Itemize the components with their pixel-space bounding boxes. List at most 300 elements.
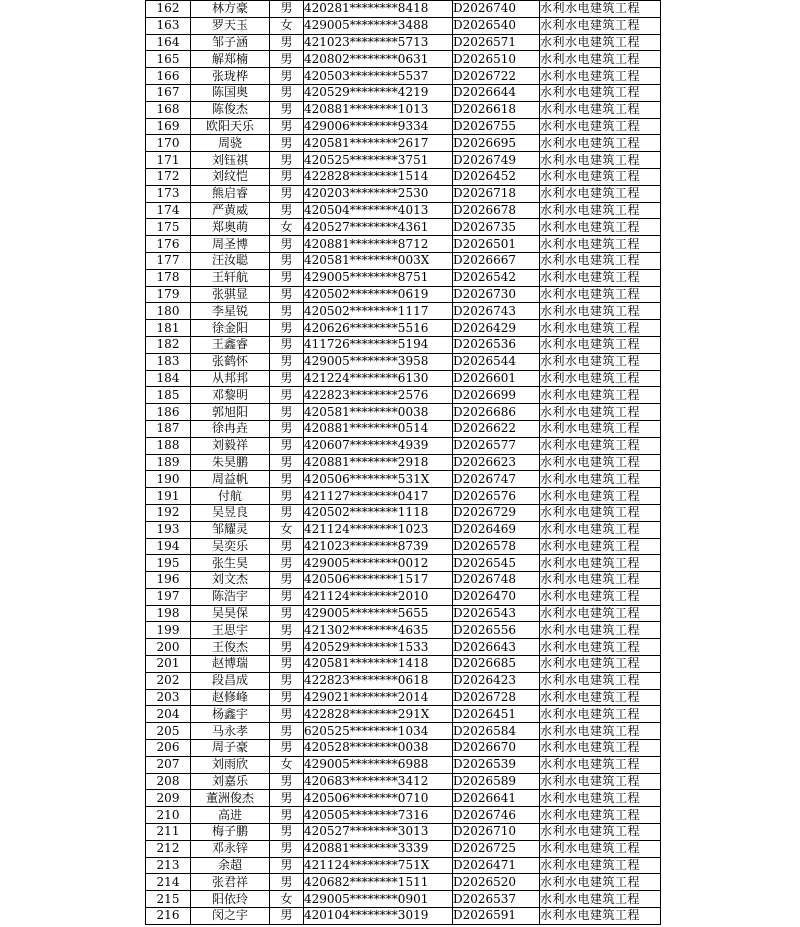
major-cell: 水利水电建筑工程 [540,824,661,841]
id-number-cell: 420504********4013 [304,202,453,219]
major-cell: 水利水电建筑工程 [540,605,661,622]
gender-cell: 男 [270,404,304,421]
table-row [146,51,661,68]
serial-number-cell: 196 [146,572,191,589]
exam-number-cell: D2026699 [453,387,540,404]
gender-cell: 男 [270,857,304,874]
major-cell: 水利水电建筑工程 [540,68,661,85]
student-name-cell: 林方豪 [191,1,270,18]
gender-cell: 男 [270,538,304,555]
major-cell: 水利水电建筑工程 [540,17,661,34]
major-cell: 水利水电建筑工程 [540,437,661,454]
table-row [146,236,661,253]
table-row [146,740,661,757]
student-name-cell: 周圣博 [191,236,270,253]
id-number-cell: 421127********0417 [304,488,453,505]
gender-cell: 男 [270,202,304,219]
exam-number-cell: D2026729 [453,504,540,521]
exam-number-cell: D2026601 [453,370,540,387]
serial-number-cell: 197 [146,588,191,605]
student-name-cell: 徐冉垚 [191,420,270,437]
id-number-cell: 420505********7316 [304,807,453,824]
student-name-cell: 张生昊 [191,555,270,572]
id-number-cell: 420527********3013 [304,824,453,841]
admission-roster-table [145,0,661,925]
exam-number-cell: D2026451 [453,706,540,723]
table-row [146,454,661,471]
major-cell: 水利水电建筑工程 [540,908,661,925]
id-number-cell: 420881********0514 [304,420,453,437]
major-cell: 水利水电建筑工程 [540,622,661,639]
id-number-cell: 429005********3958 [304,353,453,370]
serial-number-cell: 165 [146,51,191,68]
table-row [146,269,661,286]
table-row [146,84,661,101]
table-row [146,320,661,337]
student-name-cell: 徐金阳 [191,320,270,337]
exam-number-cell: D2026471 [453,857,540,874]
gender-cell: 男 [270,874,304,891]
exam-number-cell: D2026725 [453,840,540,857]
id-number-cell: 420626********5516 [304,320,453,337]
major-cell: 水利水电建筑工程 [540,202,661,219]
serial-number-cell: 177 [146,252,191,269]
major-cell: 水利水电建筑工程 [540,639,661,656]
exam-number-cell: D2026710 [453,824,540,841]
gender-cell: 男 [270,185,304,202]
student-name-cell: 吴昊保 [191,605,270,622]
table-row [146,723,661,740]
major-cell: 水利水电建筑工程 [540,34,661,51]
table-row [146,807,661,824]
student-name-cell: 董洲俊杰 [191,790,270,807]
major-cell: 水利水电建筑工程 [540,790,661,807]
id-number-cell: 411726********5194 [304,336,453,353]
major-cell: 水利水电建筑工程 [540,336,661,353]
exam-number-cell: D2026747 [453,471,540,488]
gender-cell: 男 [270,622,304,639]
gender-cell: 男 [270,101,304,118]
major-cell: 水利水电建筑工程 [540,555,661,572]
major-cell: 水利水电建筑工程 [540,219,661,236]
student-name-cell: 刘文杰 [191,572,270,589]
id-number-cell: 420682********1511 [304,874,453,891]
exam-number-cell: D2026643 [453,639,540,656]
major-cell: 水利水电建筑工程 [540,236,661,253]
student-name-cell: 张君祥 [191,874,270,891]
id-number-cell: 420581********0038 [304,404,453,421]
exam-number-cell: D2026452 [453,168,540,185]
id-number-cell: 421124********751X [304,857,453,874]
major-cell: 水利水电建筑工程 [540,303,661,320]
exam-number-cell: D2026623 [453,454,540,471]
gender-cell: 女 [270,891,304,908]
table-row [146,857,661,874]
major-cell: 水利水电建筑工程 [540,538,661,555]
gender-cell: 男 [270,555,304,572]
id-number-cell: 420502********0619 [304,286,453,303]
exam-number-cell: D2026740 [453,1,540,18]
student-name-cell: 解郑楠 [191,51,270,68]
table-row [146,521,661,538]
major-cell: 水利水电建筑工程 [540,521,661,538]
table-row [146,488,661,505]
exam-number-cell: D2026722 [453,68,540,85]
exam-number-cell: D2026749 [453,152,540,169]
serial-number-cell: 195 [146,555,191,572]
serial-number-cell: 216 [146,908,191,925]
student-name-cell: 陈国奥 [191,84,270,101]
major-cell: 水利水电建筑工程 [540,857,661,874]
gender-cell: 男 [270,689,304,706]
gender-cell: 男 [270,824,304,841]
serial-number-cell: 175 [146,219,191,236]
id-number-cell: 420881********3339 [304,840,453,857]
student-name-cell: 刘钰祺 [191,152,270,169]
exam-number-cell: D2026644 [453,84,540,101]
serial-number-cell: 212 [146,840,191,857]
id-number-cell: 420203********2530 [304,185,453,202]
exam-number-cell: D2026755 [453,118,540,135]
table-row [146,219,661,236]
exam-number-cell: D2026429 [453,320,540,337]
table-row [146,538,661,555]
gender-cell: 女 [270,521,304,538]
table-row [146,152,661,169]
id-number-cell: 421224********6130 [304,370,453,387]
student-name-cell: 王轩航 [191,269,270,286]
id-number-cell: 420506********1517 [304,572,453,589]
table-row [146,168,661,185]
id-number-cell: 420506********0710 [304,790,453,807]
major-cell: 水利水电建筑工程 [540,185,661,202]
gender-cell: 男 [270,135,304,152]
student-name-cell: 余超 [191,857,270,874]
gender-cell: 男 [270,1,304,18]
table-row [146,672,661,689]
exam-number-cell: D2026539 [453,756,540,773]
id-number-cell: 420529********4219 [304,84,453,101]
major-cell: 水利水电建筑工程 [540,320,661,337]
serial-number-cell: 167 [146,84,191,101]
table-row [146,118,661,135]
table-row [146,689,661,706]
table-row [146,588,661,605]
major-cell: 水利水电建筑工程 [540,118,661,135]
table-row [146,504,661,521]
exam-number-cell: D2026686 [453,404,540,421]
serial-number-cell: 182 [146,336,191,353]
table-row [146,437,661,454]
serial-number-cell: 201 [146,656,191,673]
table-row [146,471,661,488]
table-row [146,840,661,857]
student-name-cell: 熊启睿 [191,185,270,202]
gender-cell: 男 [270,572,304,589]
major-cell: 水利水电建筑工程 [540,353,661,370]
exam-number-cell: D2026556 [453,622,540,639]
table-row [146,622,661,639]
exam-number-cell: D2026543 [453,605,540,622]
table-row [146,34,661,51]
id-number-cell: 422828********1514 [304,168,453,185]
id-number-cell: 420581********1418 [304,656,453,673]
gender-cell: 男 [270,790,304,807]
major-cell: 水利水电建筑工程 [540,656,661,673]
serial-number-cell: 191 [146,488,191,505]
major-cell: 水利水电建筑工程 [540,269,661,286]
gender-cell: 男 [270,320,304,337]
gender-cell: 男 [270,118,304,135]
table-row [146,336,661,353]
id-number-cell: 420802********0631 [304,51,453,68]
id-number-cell: 420528********0038 [304,740,453,757]
serial-number-cell: 189 [146,454,191,471]
serial-number-cell: 171 [146,152,191,169]
table-row [146,706,661,723]
student-name-cell: 刘雨欣 [191,756,270,773]
student-name-cell: 阳依玲 [191,891,270,908]
exam-number-cell: D2026618 [453,101,540,118]
id-number-cell: 420881********2918 [304,454,453,471]
serial-number-cell: 187 [146,420,191,437]
student-name-cell: 杨鑫宇 [191,706,270,723]
major-cell: 水利水电建筑工程 [540,488,661,505]
id-number-cell: 422823********2576 [304,387,453,404]
major-cell: 水利水电建筑工程 [540,588,661,605]
roster-table-body [146,1,661,925]
major-cell: 水利水电建筑工程 [540,1,661,18]
student-name-cell: 刘嘉乐 [191,773,270,790]
student-name-cell: 欧阳天乐 [191,118,270,135]
exam-number-cell: D2026537 [453,891,540,908]
major-cell: 水利水电建筑工程 [540,874,661,891]
gender-cell: 女 [270,17,304,34]
table-row [146,605,661,622]
student-name-cell: 周益帆 [191,471,270,488]
table-row [146,420,661,437]
major-cell: 水利水电建筑工程 [540,420,661,437]
exam-number-cell: D2026735 [453,219,540,236]
student-name-cell: 郑奥萌 [191,219,270,236]
major-cell: 水利水电建筑工程 [540,404,661,421]
exam-number-cell: D2026501 [453,236,540,253]
serial-number-cell: 206 [146,740,191,757]
gender-cell: 男 [270,34,304,51]
exam-number-cell: D2026641 [453,790,540,807]
exam-number-cell: D2026685 [453,656,540,673]
id-number-cell: 420502********1118 [304,504,453,521]
exam-number-cell: D2026728 [453,689,540,706]
gender-cell: 男 [270,370,304,387]
exam-number-cell: D2026678 [453,202,540,219]
student-name-cell: 周骁 [191,135,270,152]
student-name-cell: 陈浩宇 [191,588,270,605]
major-cell: 水利水电建筑工程 [540,891,661,908]
exam-number-cell: D2026469 [453,521,540,538]
gender-cell: 男 [270,672,304,689]
id-number-cell: 429005********3488 [304,17,453,34]
exam-number-cell: D2026577 [453,437,540,454]
table-row [146,555,661,572]
table-row [146,404,661,421]
id-number-cell: 620525********1034 [304,723,453,740]
id-number-cell: 420506********531X [304,471,453,488]
serial-number-cell: 215 [146,891,191,908]
table-row [146,824,661,841]
major-cell: 水利水电建筑工程 [540,689,661,706]
gender-cell: 男 [270,908,304,925]
student-name-cell: 王思宇 [191,622,270,639]
exam-number-cell: D2026748 [453,572,540,589]
major-cell: 水利水电建筑工程 [540,454,661,471]
gender-cell: 男 [270,454,304,471]
table-row [146,286,661,303]
major-cell: 水利水电建筑工程 [540,740,661,757]
exam-number-cell: D2026584 [453,723,540,740]
exam-number-cell: D2026695 [453,135,540,152]
serial-number-cell: 210 [146,807,191,824]
gender-cell: 女 [270,219,304,236]
gender-cell: 男 [270,488,304,505]
id-number-cell: 421124********1023 [304,521,453,538]
serial-number-cell: 181 [146,320,191,337]
serial-number-cell: 203 [146,689,191,706]
gender-cell: 男 [270,68,304,85]
major-cell: 水利水电建筑工程 [540,672,661,689]
serial-number-cell: 186 [146,404,191,421]
exam-number-cell: D2026510 [453,51,540,68]
gender-cell: 男 [270,303,304,320]
serial-number-cell: 211 [146,824,191,841]
exam-number-cell: D2026540 [453,17,540,34]
exam-number-cell: D2026545 [453,555,540,572]
student-name-cell: 罗天玉 [191,17,270,34]
student-name-cell: 邓永锌 [191,840,270,857]
major-cell: 水利水电建筑工程 [540,773,661,790]
gender-cell: 男 [270,152,304,169]
id-number-cell: 422828********291X [304,706,453,723]
gender-cell: 男 [270,437,304,454]
student-name-cell: 吴昱良 [191,504,270,521]
student-name-cell: 周子豪 [191,740,270,757]
serial-number-cell: 190 [146,471,191,488]
gender-cell: 男 [270,605,304,622]
table-row [146,202,661,219]
table-row [146,790,661,807]
exam-number-cell: D2026591 [453,908,540,925]
id-number-cell: 420529********1533 [304,639,453,656]
id-number-cell: 429005********8751 [304,269,453,286]
major-cell: 水利水电建筑工程 [540,286,661,303]
student-name-cell: 王鑫睿 [191,336,270,353]
gender-cell: 男 [270,504,304,521]
id-number-cell: 429005********0012 [304,555,453,572]
major-cell: 水利水电建筑工程 [540,572,661,589]
table-row [146,572,661,589]
exam-number-cell: D2026718 [453,185,540,202]
id-number-cell: 429005********0901 [304,891,453,908]
exam-number-cell: D2026571 [453,34,540,51]
student-name-cell: 付航 [191,488,270,505]
exam-number-cell: D2026423 [453,672,540,689]
exam-number-cell: D2026544 [453,353,540,370]
serial-number-cell: 192 [146,504,191,521]
exam-number-cell: D2026670 [453,740,540,757]
major-cell: 水利水电建筑工程 [540,471,661,488]
id-number-cell: 422823********0618 [304,672,453,689]
serial-number-cell: 184 [146,370,191,387]
major-cell: 水利水电建筑工程 [540,840,661,857]
serial-number-cell: 180 [146,303,191,320]
gender-cell: 男 [270,269,304,286]
id-number-cell: 420502********1117 [304,303,453,320]
student-name-cell: 张鹤怀 [191,353,270,370]
id-number-cell: 429006********9334 [304,118,453,135]
gender-cell: 男 [270,723,304,740]
table-row [146,656,661,673]
student-name-cell: 张珑桦 [191,68,270,85]
gender-cell: 男 [270,639,304,656]
student-name-cell: 赵博瑞 [191,656,270,673]
serial-number-cell: 179 [146,286,191,303]
table-row [146,891,661,908]
gender-cell: 男 [270,236,304,253]
student-name-cell: 刘毅祥 [191,437,270,454]
major-cell: 水利水电建筑工程 [540,723,661,740]
major-cell: 水利水电建筑工程 [540,252,661,269]
serial-number-cell: 172 [146,168,191,185]
serial-number-cell: 198 [146,605,191,622]
exam-number-cell: D2026743 [453,303,540,320]
gender-cell: 男 [270,286,304,303]
exam-number-cell: D2026730 [453,286,540,303]
serial-number-cell: 170 [146,135,191,152]
exam-number-cell: D2026536 [453,336,540,353]
student-name-cell: 李星锐 [191,303,270,320]
major-cell: 水利水电建筑工程 [540,101,661,118]
student-name-cell: 郭旭阳 [191,404,270,421]
serial-number-cell: 194 [146,538,191,555]
serial-number-cell: 178 [146,269,191,286]
major-cell: 水利水电建筑工程 [540,504,661,521]
student-name-cell: 梅子鹏 [191,824,270,841]
student-name-cell: 从邦邦 [191,370,270,387]
student-name-cell: 赵修峰 [191,689,270,706]
id-number-cell: 420881********1013 [304,101,453,118]
major-cell: 水利水电建筑工程 [540,152,661,169]
gender-cell: 男 [270,471,304,488]
table-row [146,353,661,370]
gender-cell: 男 [270,168,304,185]
exam-number-cell: D2026622 [453,420,540,437]
gender-cell: 男 [270,773,304,790]
id-number-cell: 420104********3019 [304,908,453,925]
serial-number-cell: 199 [146,622,191,639]
gender-cell: 男 [270,51,304,68]
table-row [146,135,661,152]
serial-number-cell: 202 [146,672,191,689]
student-name-cell: 邓黎明 [191,387,270,404]
major-cell: 水利水电建筑工程 [540,51,661,68]
serial-number-cell: 193 [146,521,191,538]
serial-number-cell: 185 [146,387,191,404]
serial-number-cell: 205 [146,723,191,740]
id-number-cell: 420581********003X [304,252,453,269]
table-row [146,639,661,656]
student-name-cell: 张骐显 [191,286,270,303]
major-cell: 水利水电建筑工程 [540,756,661,773]
